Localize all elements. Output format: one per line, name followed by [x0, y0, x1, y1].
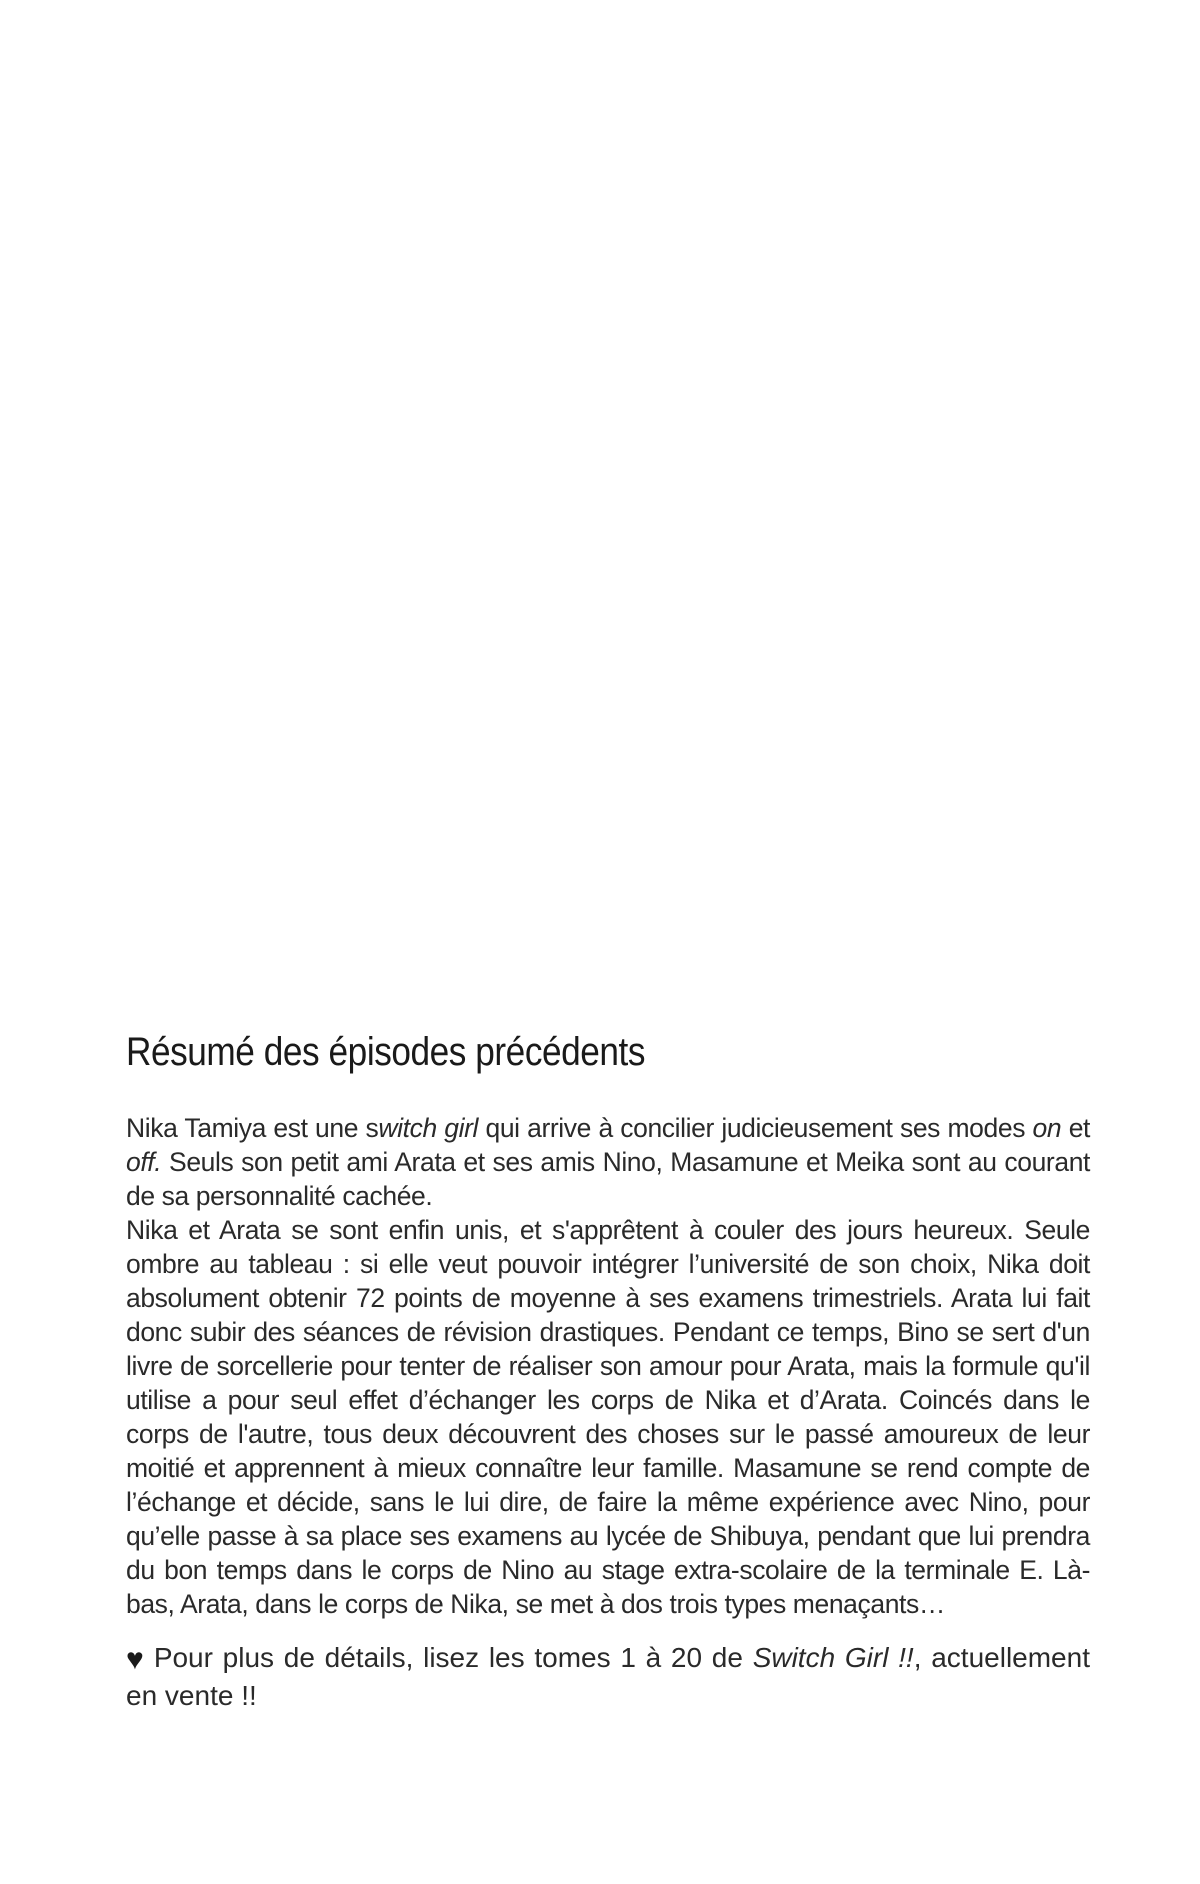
closing-italic-title: Switch Girl !!	[752, 1642, 914, 1673]
intro-text-1: Nika Tamiya est une s	[126, 1113, 379, 1143]
heart-icon: ♥	[126, 1643, 144, 1676]
paragraph-plot: Nika et Arata se sont enfin unis, et s'apprêtent à couler des jours heureux. Seule ombre au tableau : si elle veut pouvoir intégrer l’université de son choix, Nika doit absolument obtenir 72 points de moyenne à ses examens trimestriels. Arata lui fait donc subir des séances de révision drastiques. Pendant ce temps, Bino se sert d'un livre de sorcellerie pour tenter de réaliser son amour pour Arata, mais la formule qu'il utilise a pour seul effet d’échanger les corps de Nika et d’Arata. Coincés dans le corps de l'autre, tous deux découvrent des choses sur le passé amoureux de leur moitié et apprennent à mieux connaître leur famille. Masamune se rend compte de l’échange et décide, sans le lui dire, de faire la même expérience avec Nino, pour qu’elle passe à sa place ses examens au lycée de Shibuya, pendant que lui prendra du bon temps dans le corps de Nino au stage extra-scolaire de la terminale E. Là-bas, Arata, dans le corps de Nika, se met à dos trois types menaçants…	[126, 1215, 1090, 1619]
intro-italic-on: on	[1032, 1113, 1062, 1143]
closing-text-1: Pour plus de détails, lisez les tomes 1 à 20 de	[153, 1642, 753, 1673]
closing-text-2: , actuellement en vente !!	[126, 1642, 1090, 1711]
intro-text-4: Seuls son petit ami Arata et ses amis Nino, Masamune et Meika sont au courant de sa personnalité cachée.	[126, 1147, 1090, 1211]
summary-section	[126, 1030, 1090, 1715]
paragraph-intro	[126, 1111, 1090, 1213]
summary-title: Résumé des épisodes précédents	[126, 1030, 646, 1074]
intro-italic-switch-girl: witch girl	[378, 1113, 478, 1143]
intro-italic-off: off.	[126, 1147, 162, 1177]
closing-note	[126, 1639, 1090, 1715]
intro-text-2: qui arrive à concilier judicieusement ses modes	[478, 1113, 1033, 1143]
intro-text-3: et	[1061, 1113, 1090, 1143]
summary-body	[126, 1111, 1090, 1621]
